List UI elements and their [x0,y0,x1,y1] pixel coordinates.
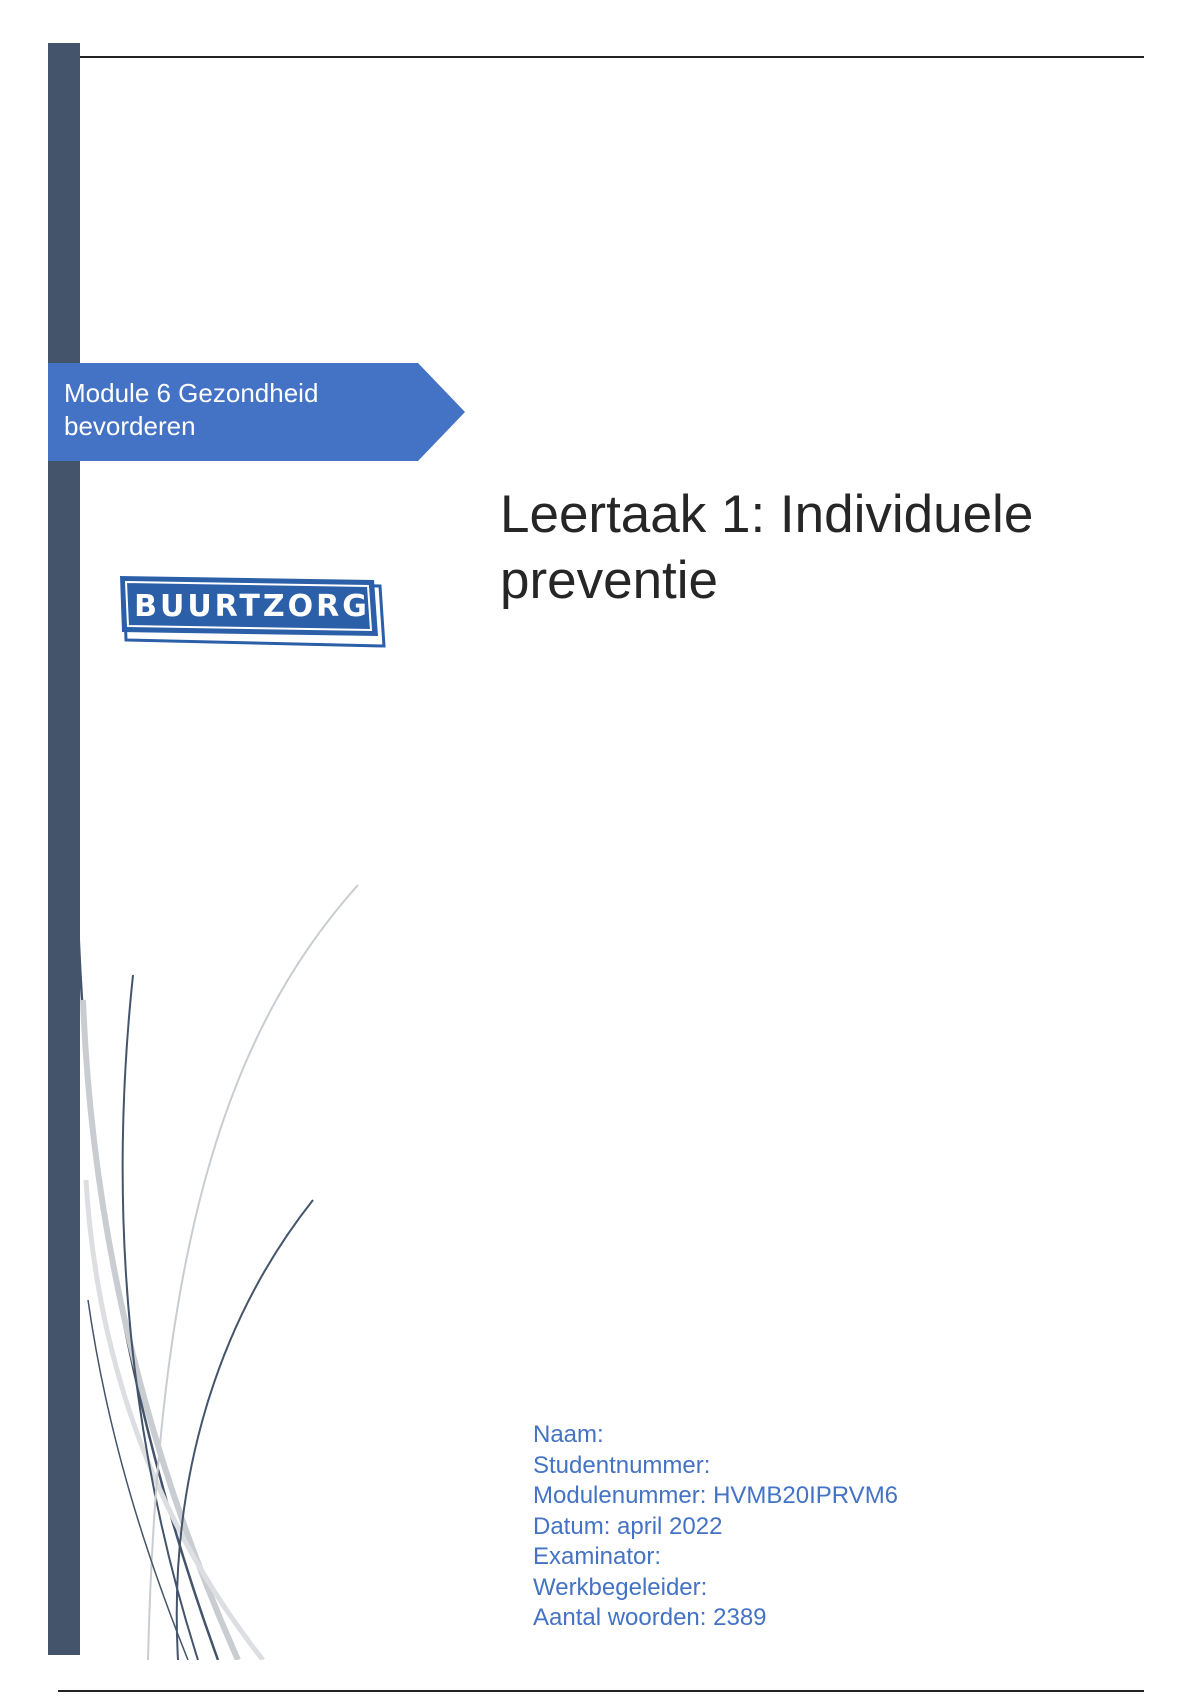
logo-text: BUURTZORG [134,589,370,624]
document-details [533,1420,1133,1634]
detail-date: Datum: april 2022 [533,1512,723,1540]
detail-word-count: Aantal woorden: 2389 [533,1604,767,1631]
detail-module-number: Modulenummer: HVMB20IPRVM6 [533,1482,899,1509]
document-title: Leertaak 1: Individuele preventie [500,485,1034,610]
detail-examiner: Examinator: [533,1543,662,1570]
buurtzorg-logo [118,570,388,650]
module-label: Module 6 Gezondheid bevorderen [64,378,319,441]
detail-student-number: Studentnummer: [533,1451,711,1479]
detail-supervisor: Werkbegeleider: [533,1573,708,1601]
module-banner [48,363,465,461]
top-rule [78,56,1144,58]
decorative-curves [48,880,408,1660]
bottom-rule [58,1690,1144,1692]
detail-name: Naam: [533,1421,604,1448]
